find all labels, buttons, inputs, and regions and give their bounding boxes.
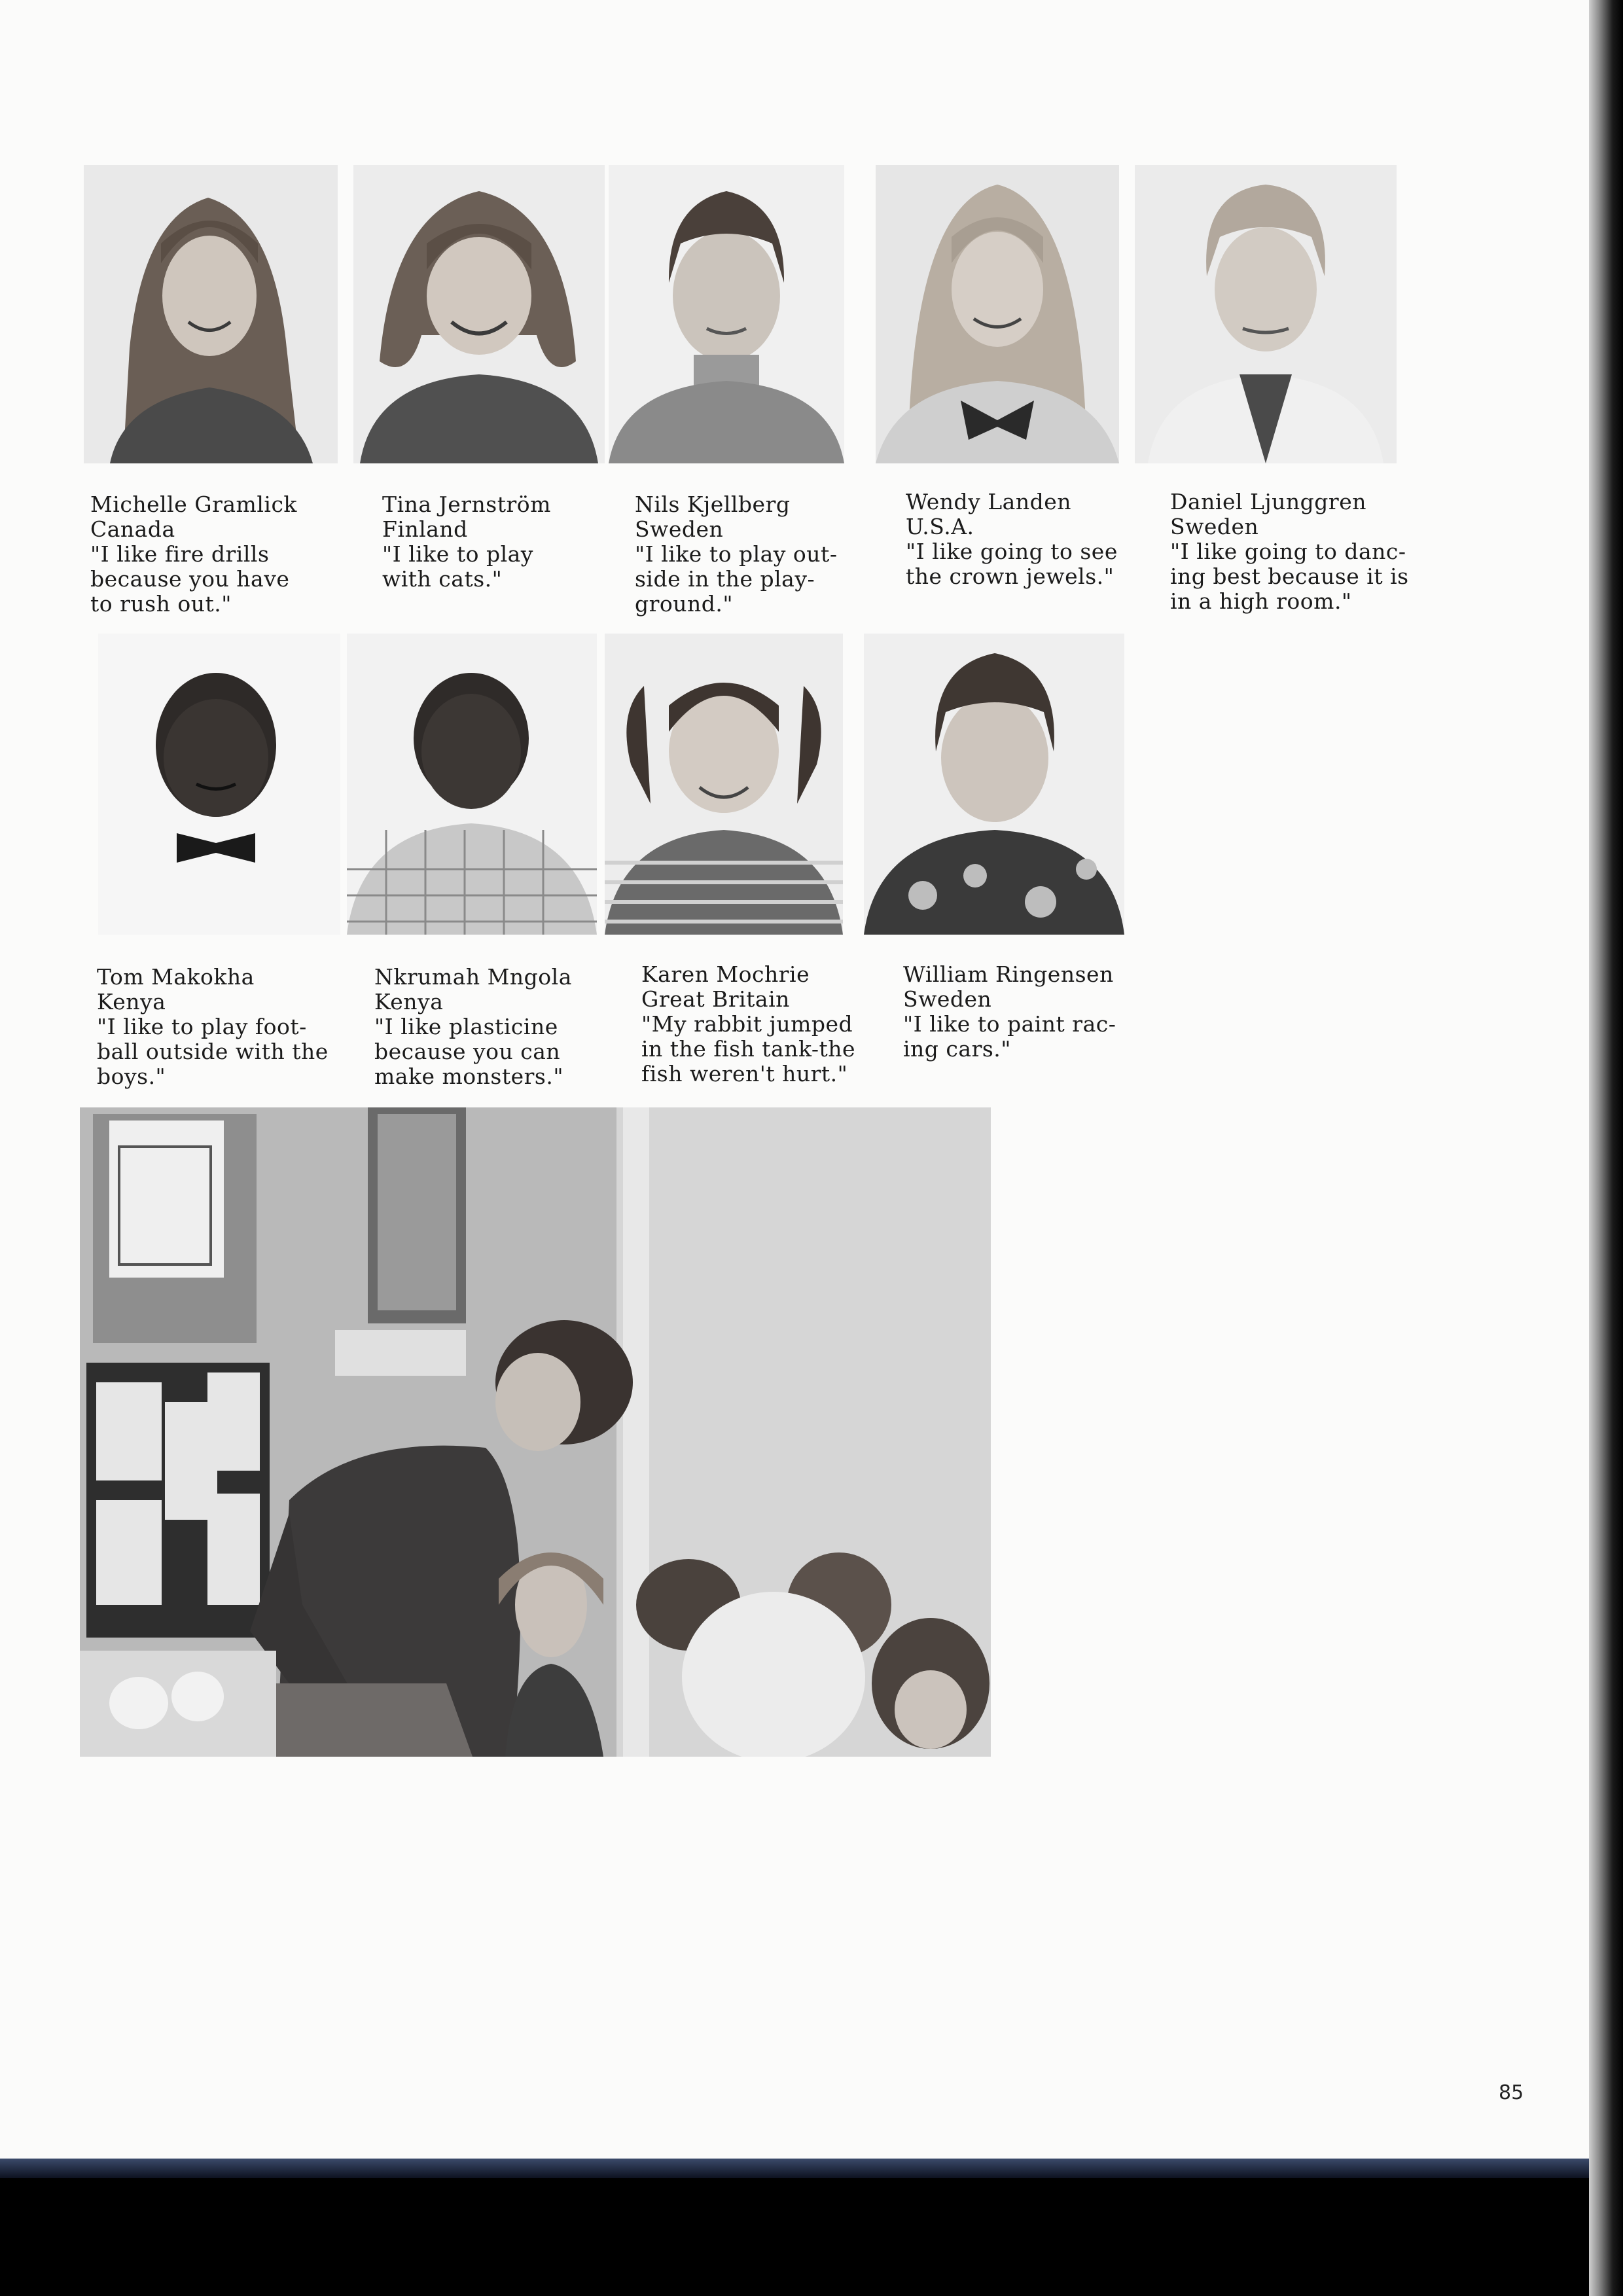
- student-quote-line: "I like going to see: [906, 539, 1118, 564]
- student-quote-line: "I like plasticine: [374, 1014, 558, 1039]
- portrait-photo-nils-kjellberg: [609, 165, 844, 463]
- student-quote-line: "I like to play out-: [635, 541, 838, 567]
- student-quote-line: "I like to play: [382, 541, 533, 567]
- student-country: Finland: [382, 516, 468, 542]
- caption-wendy-landen: [906, 490, 1118, 589]
- student-quote-line: "I like to play foot-: [97, 1014, 307, 1039]
- student-quote-line: "My rabbit jumped: [641, 1011, 853, 1037]
- student-country: Great Britain: [641, 986, 790, 1012]
- student-name: Daniel Ljunggren: [1170, 489, 1366, 514]
- student-name: Karen Mochrie: [641, 961, 810, 987]
- caption-karen-mochrie: [641, 962, 855, 1086]
- student-quote-line: because you can: [374, 1039, 561, 1064]
- student-quote-line: make monsters.": [374, 1064, 563, 1089]
- portrait-photo-william-ringensen: [864, 634, 1124, 935]
- student-quote-line: in the fish tank-the: [641, 1036, 856, 1062]
- portrait-photo-nkrumah-mngola: [347, 634, 597, 935]
- portrait-photo-tina-jernstrom: [353, 165, 605, 463]
- portrait-photo-daniel-ljunggren: [1135, 165, 1397, 463]
- book-spine-edge: [1589, 0, 1623, 2296]
- student-quote-line: boys.": [97, 1064, 166, 1089]
- student-name: Nils Kjellberg: [635, 492, 791, 517]
- student-quote-line: ing cars.": [903, 1036, 1011, 1062]
- caption-tom-makokha: [97, 965, 329, 1089]
- student-name: Michelle Gramlick: [90, 492, 297, 517]
- student-quote-line: to rush out.": [90, 591, 232, 617]
- student-quote-line: ing best because it is: [1170, 564, 1409, 589]
- student-country: U.S.A.: [906, 514, 974, 539]
- caption-daniel-ljunggren: [1170, 490, 1409, 614]
- portrait-photo-wendy-landen: [876, 165, 1119, 463]
- caption-michelle-gramlick: [90, 492, 297, 617]
- student-quote-line: side in the play-: [635, 566, 815, 592]
- page-bottom-edge: [0, 2159, 1589, 2178]
- student-country: Sweden: [903, 986, 992, 1012]
- student-country: Sweden: [635, 516, 724, 542]
- portrait-photo-michelle-gramlick: [84, 165, 338, 463]
- student-country: Kenya: [374, 989, 444, 1014]
- student-country: Canada: [90, 516, 175, 542]
- student-country: Kenya: [97, 989, 166, 1014]
- student-quote-line: in a high room.": [1170, 588, 1352, 614]
- student-name: Tina Jernström: [382, 492, 551, 517]
- student-quote-line: fish weren't hurt.": [641, 1061, 848, 1086]
- portrait-photo-tom-makokha: [98, 634, 340, 935]
- caption-tina-jernstrom: [382, 492, 551, 592]
- student-quote-line: ground.": [635, 591, 734, 617]
- page-number: 85: [1499, 2081, 1524, 2104]
- classroom-photo: [80, 1107, 991, 1757]
- student-name: William Ringensen: [903, 961, 1114, 987]
- caption-nils-kjellberg: [635, 492, 837, 617]
- student-quote-line: with cats.": [382, 566, 503, 592]
- student-quote-line: the crown jewels.": [906, 564, 1115, 589]
- student-quote-line: "I like to paint rac-: [903, 1011, 1116, 1037]
- student-name: Nkrumah Mngola: [374, 964, 572, 990]
- student-name: Tom Makokha: [97, 964, 255, 990]
- student-name: Wendy Landen: [906, 489, 1072, 514]
- portrait-photo-karen-mochrie: [605, 634, 843, 935]
- student-quote-line: "I like going to danc-: [1170, 539, 1406, 564]
- student-country: Sweden: [1170, 514, 1259, 539]
- student-quote-line: because you have: [90, 566, 290, 592]
- student-quote-line: ball outside with the: [97, 1039, 329, 1064]
- caption-william-ringensen: [903, 962, 1116, 1062]
- caption-nkrumah-mngola: [374, 965, 572, 1089]
- student-quote-line: "I like fire drills: [90, 541, 270, 567]
